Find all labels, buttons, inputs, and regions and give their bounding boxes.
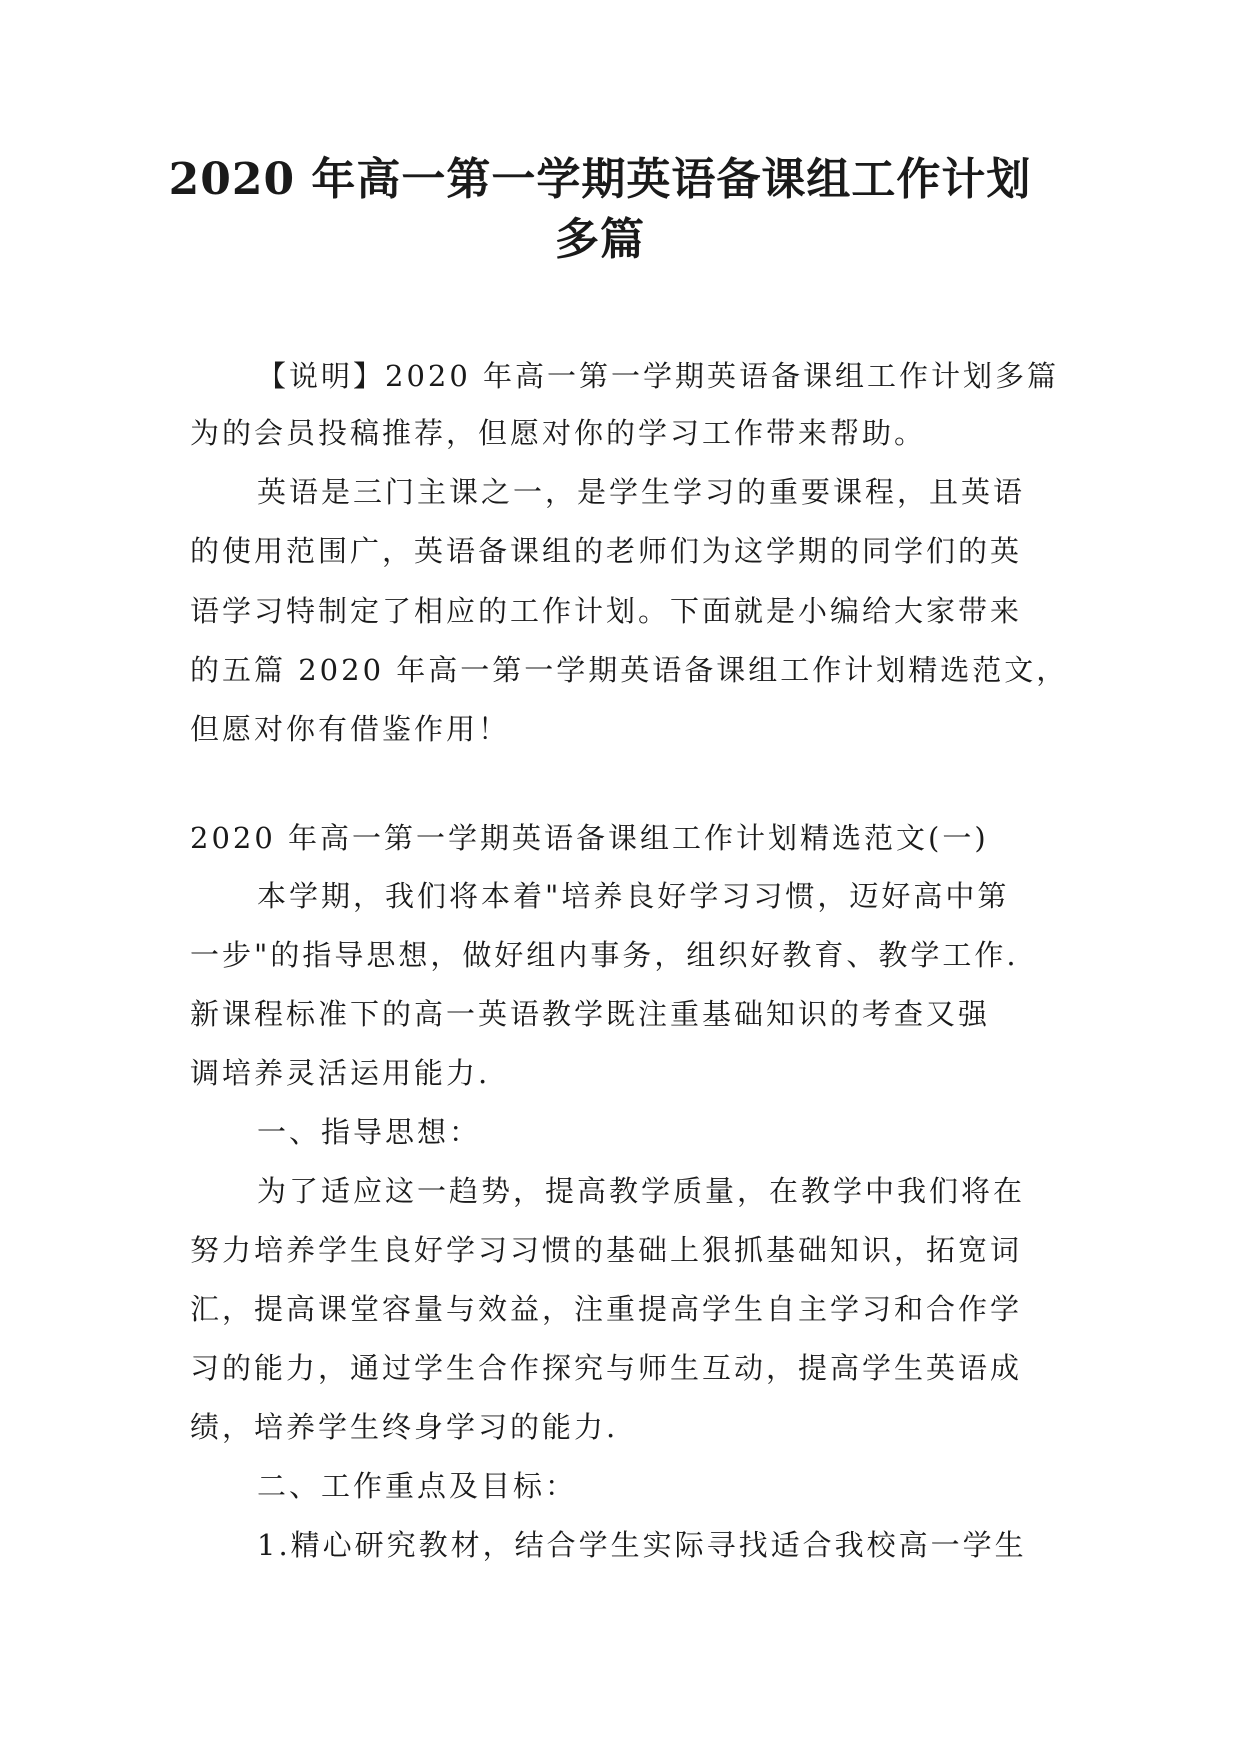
text-line: 语学习特制定了相应的工作计划。下面就是小编给大家带来 [190,594,1023,628]
text-line: 汇，提高课堂容量与效益，注重提高学生自主学习和合作学 [190,1292,1023,1326]
text-line: 一步"的指导思想，做好组内事务，组织好教育、教学工作. [190,938,1019,972]
document-title-line-2: 多篇 [555,214,645,265]
text-line: 为了适应这一趋势，提高教学质量，在教学中我们将在 [257,1174,1026,1208]
text-line: 本学期，我们将本着"培养良好学习习惯，迈好高中第 [257,879,1010,913]
text-line: 但愿对你有借鉴作用！ [190,712,511,746]
text-line: 绩，培养学生终身学习的能力. [190,1410,619,1444]
text-line: 为的会员投稿推荐，但愿对你的学习工作带来帮助。 [190,416,927,450]
text-line: 【说明】2020 年高一第一学期英语备课组工作计划多篇 [257,359,1060,393]
text-line: 一、指导思想： [257,1115,482,1149]
text-line: 新课程标准下的高一英语教学既注重基础知识的考查又强 [190,997,991,1031]
text-line: 努力培养学生良好学习习惯的基础上狠抓基础知识，拓宽词 [190,1233,1023,1267]
document-title-line-1: 2020 年高一第一学期英语备课组工作计划 [168,154,1032,205]
text-line: 调培养灵活运用能力. [190,1056,491,1090]
text-line: 二、工作重点及目标： [257,1469,578,1503]
text-line: 英语是三门主课之一，是学生学习的重要课程，且英语 [257,475,1026,509]
section-heading: 2020 年高一第一学期英语备课组工作计划精选范文(一) [190,821,989,855]
text-line: 的五篇 2020 年高一第一学期英语备课组工作计划精选范文， [190,653,1069,687]
text-line: 1.精心研究教材，结合学生实际寻找适合我校高一学生 [257,1528,1027,1562]
text-line: 的使用范围广，英语备课组的老师们为这学期的同学们的英 [190,534,1023,568]
text-line: 习的能力，通过学生合作探究与师生互动，提高学生英语成 [190,1351,1023,1385]
